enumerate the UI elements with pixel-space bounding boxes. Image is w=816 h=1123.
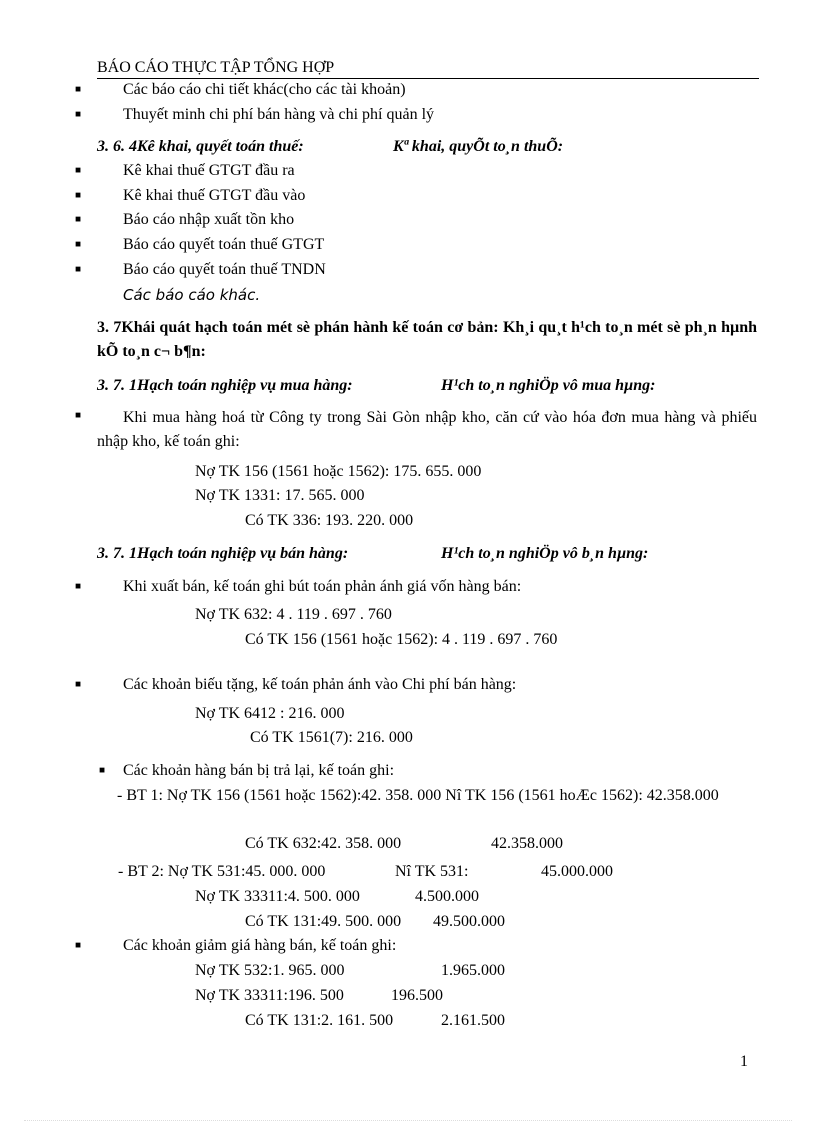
bullet-icon: ■	[75, 109, 82, 120]
journal-entry: Nợ TK 33311:196. 500	[195, 987, 344, 1004]
page-number: 1	[740, 1053, 748, 1070]
journal-entry: Có TK 632:42. 358. 000	[245, 835, 402, 852]
journal-entry-garbled: Nî TK 531:	[395, 863, 469, 880]
journal-entry-bt1: - BT 1: Nợ TK 156 (1561 hoặc 1562):42. 358. 000 Nî TK 156 (1561 hoÆc 1562): 42.358.000	[117, 787, 719, 804]
bullet-icon: ■	[75, 214, 82, 225]
journal-amount: 196.500	[391, 987, 443, 1004]
journal-entry: Có TK 336: 193. 220. 000	[245, 512, 414, 529]
section-heading: 3. 6. 4Kê khai, quyết toán thuế:	[97, 138, 304, 155]
journal-entry-bt2: - BT 2: Nợ TK 531:45. 000. 000	[118, 863, 326, 880]
body-paragraph: Khi mua hàng hoá từ Công ty trong Sài Gòn nhập kho, căn cứ vào hóa đơn mua hàng và phiếu nhập kho, kế toán ghi:	[97, 409, 757, 450]
journal-entry: Có TK 131:49. 500. 000	[245, 913, 402, 930]
journal-entry: Nợ TK 1331: 17. 565. 000	[195, 487, 365, 504]
bullet-icon: ■	[75, 239, 82, 250]
bullet-icon: ■	[75, 190, 82, 201]
list-item: Các khoản hàng bán bị trả lại, kế toán ghi:	[123, 762, 395, 779]
list-item: Khi xuất bán, kế toán ghi bút toán phản ánh giá vốn hàng bán:	[123, 578, 522, 595]
journal-amount: 49.500.000	[433, 913, 505, 930]
subsection-heading: 3. 7. 1Hạch toán nghiệp vụ bán hàng:	[97, 545, 349, 562]
list-item: Báo cáo quyết toán thuế GTGT	[123, 236, 325, 253]
bullet-icon: ■	[99, 765, 106, 776]
bullet-icon: ■	[75, 84, 82, 95]
journal-entry: Nợ TK 532:1. 965. 000	[195, 962, 345, 979]
journal-entry: Có TK 156 (1561 hoặc 1562): 4 . 119 . 697 . 760	[245, 631, 558, 648]
subsection-heading: 3. 7. 1Hạch toán nghiệp vụ mua hàng:	[97, 377, 353, 394]
list-item: Báo cáo nhập xuất tồn kho	[123, 211, 295, 228]
journal-amount: 4.500.000	[415, 888, 479, 905]
list-item: Kê khai thuế GTGT đầu vào	[123, 187, 306, 204]
bullet-icon: ■	[75, 581, 82, 592]
list-item: Báo cáo quyết toán thuế TNDN	[123, 261, 326, 278]
bullet-icon: ■	[75, 165, 82, 176]
journal-entry: Nợ TK 156 (1561 hoặc 1562): 175. 655. 000	[195, 463, 482, 480]
list-item: Các báo cáo chi tiết khác(cho các tài khoản)	[123, 81, 406, 98]
bullet-icon: ■	[75, 410, 82, 421]
journal-entry: Nợ TK 6412 : 216. 000	[195, 705, 345, 722]
running-header: BÁO CÁO THỰC TẬP TỔNG HỢP	[97, 58, 759, 79]
journal-amount: 2.161.500	[441, 1012, 505, 1029]
journal-entry: Có TK 131:2. 161. 500	[245, 1012, 394, 1029]
list-item: Các khoản biếu tặng, kế toán phản ánh vào Chi phí bán hàng:	[123, 676, 517, 693]
subsection-heading-garbled: H¹ch to¸n nghiÖp vô mua hµng:	[441, 377, 656, 394]
bullet-icon: ■	[75, 940, 82, 951]
journal-amount: 42.358.000	[491, 835, 563, 852]
bullet-icon: ■	[75, 679, 82, 690]
list-item-other: Các báo cáo khác.	[123, 286, 261, 304]
list-item: Thuyết minh chi phí bán hàng và chi phí quản lý	[123, 106, 435, 123]
section-heading-garbled: Kª khai, quyÕt to¸n thuÕ:	[393, 138, 564, 155]
journal-amount: 1.965.000	[441, 962, 505, 979]
list-item: Các khoản giảm giá hàng bán, kế toán ghi:	[123, 937, 397, 954]
bullet-icon: ■	[75, 264, 82, 275]
list-item: Kê khai thuế GTGT đầu ra	[123, 162, 295, 179]
section-paragraph: 3. 7Khái quát hạch toán mét sè phán hành kế toán cơ bản: Kh¸i qu¸t h¹ch to¸n mét sè ph¸n hµnh kÕ to¸n c¬ b¶n:	[97, 319, 757, 360]
journal-entry: Nợ TK 33311:4. 500. 000	[195, 888, 360, 905]
page-edge-divider	[24, 1120, 792, 1121]
journal-entry: Nợ TK 632: 4 . 119 . 697 . 760	[195, 606, 392, 623]
subsection-heading-garbled: H¹ch to¸n nghiÖp vô b¸n hµng:	[441, 545, 649, 562]
journal-entry: Có TK 1561(7): 216. 000	[250, 729, 413, 746]
journal-amount: 45.000.000	[541, 863, 613, 880]
